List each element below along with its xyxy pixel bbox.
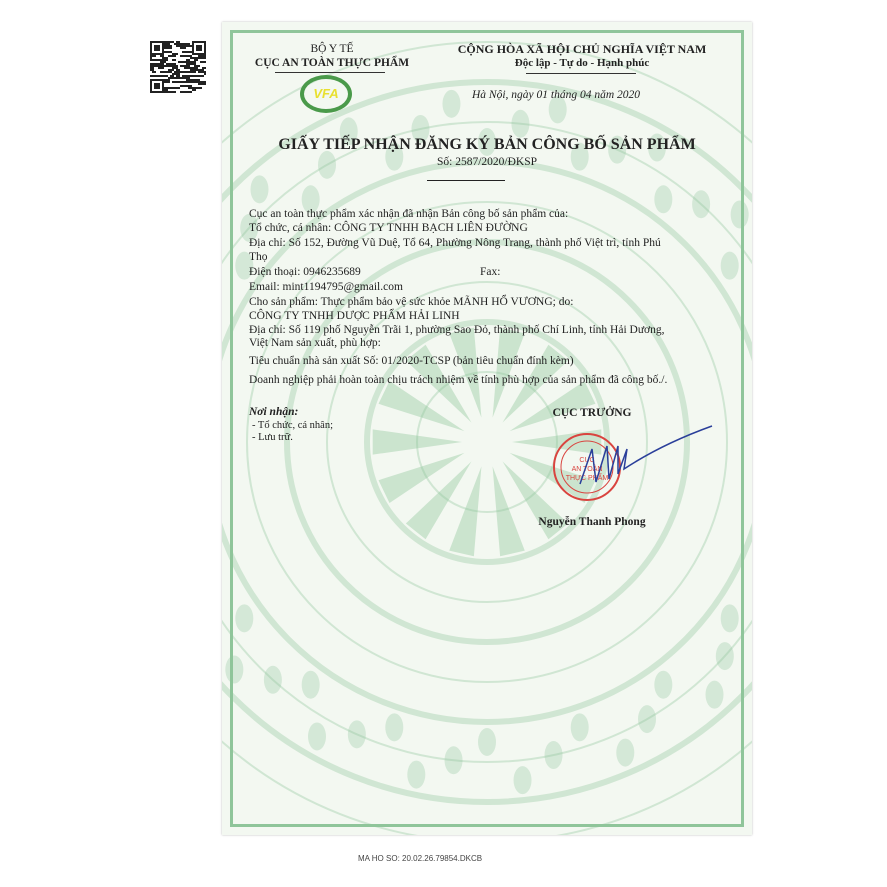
manufacturer: CÔNG TY TNHH DƯỢC PHẨM HẢI LINH: [249, 310, 460, 322]
dossier-code: MA HO SO: 20.02.26.79854.DKCB: [358, 854, 483, 863]
ministry-name: BỘ Y TẾ: [310, 43, 354, 55]
phone: Điện thoại: 0946235689: [249, 266, 361, 278]
document-number: Số: 2587/2020/ĐKSP: [436, 156, 537, 168]
recipient-item: - Tổ chức, cá nhân;: [252, 420, 334, 431]
manufacturer-address-cont: Việt Nam sản xuất, phù hợp:: [249, 337, 381, 349]
svg-text:CỤC: CỤC: [579, 457, 595, 464]
divider: [275, 72, 385, 73]
country-name: CỘNG HÒA XÃ HỘI CHỦ NGHĨA VIỆT NAM: [457, 42, 707, 56]
org-address-cont: Thọ: [249, 251, 268, 263]
signer-name: Nguyễn Thanh Phong: [538, 516, 646, 528]
fax: Fax:: [480, 266, 501, 278]
recipient-item: - Lưu trữ.: [252, 432, 293, 443]
svg-text:AN TOÀN: AN TOÀN: [571, 466, 603, 473]
place-date: Hà Nội, ngày 01 tháng 04 năm 2020: [472, 89, 641, 101]
svg-text:THỰC PHẨM: THỰC PHẨM: [565, 475, 609, 482]
official-stamp-and-signature: [552, 424, 722, 514]
organization: Tổ chức, cá nhân: CÔNG TY TNHH BẠCH LIÊN ĐƯỜNG: [249, 222, 528, 234]
org-address: Địa chỉ: Số 152, Đường Vũ Duệ, Tổ 64, Phường Nông Trang, thành phố Việt trì, tỉnh Phú: [249, 237, 661, 249]
intro-text: Cục an toàn thực phẩm xác nhận đã nhận Bản công bố sản phẩm của:: [249, 208, 569, 220]
motto: Độc lập - Tự do - Hạnh phúc: [514, 57, 650, 69]
recipients-label: Nơi nhận:: [249, 406, 299, 418]
signer-title: CỤC TRƯỞNG: [552, 407, 632, 419]
qr-code: [150, 41, 206, 93]
divider: [427, 180, 505, 181]
certificate-page: [222, 22, 752, 835]
divider: [526, 73, 636, 74]
responsibility: Doanh nghiệp phải hoàn toàn chịu trách nhiệm về tính phù hợp của sản phẩm đã công bố./.: [249, 374, 668, 386]
email: Email: mint1194795@gmail.com: [249, 281, 403, 293]
product: Cho sản phẩm: Thực phẩm bảo vệ sức khỏe MÃNH HỔ VƯƠNG; do:: [249, 296, 574, 308]
agency-name: CỤC AN TOÀN THỰC PHẨM: [254, 57, 410, 69]
vfa-logo: VFA: [300, 75, 352, 113]
standard: Tiêu chuẩn nhà sản xuất Số: 01/2020-TCSP (bản tiêu chuẩn đính kèm): [249, 355, 574, 367]
manufacturer-address: Địa chỉ: Số 119 phố Nguyễn Trãi 1, phường Sao Đỏ, thành phố Chí Linh, tỉnh Hải Dương,: [249, 324, 665, 336]
document-title: GIẤY TIẾP NHẬN ĐĂNG KÝ BẢN CÔNG BỐ SẢN PHẨM: [278, 136, 696, 153]
